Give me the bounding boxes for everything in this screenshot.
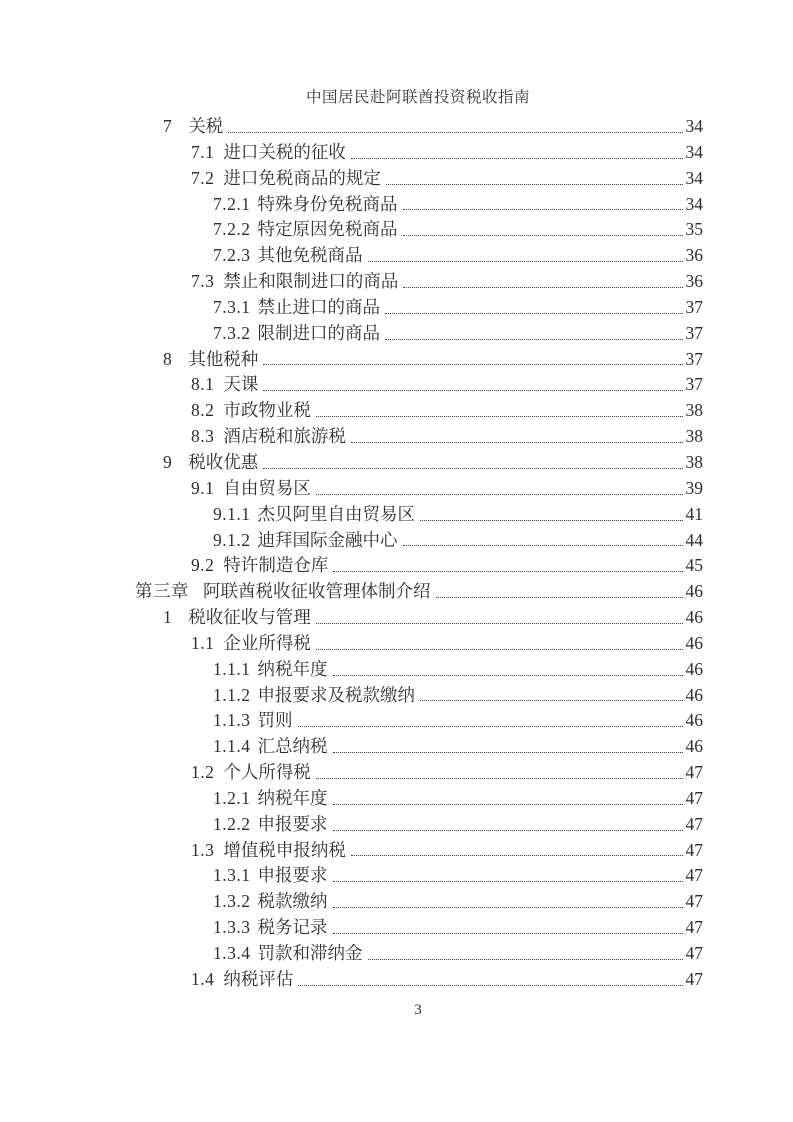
toc-entry-page: 47 bbox=[685, 917, 703, 938]
page-number-footer: 3 bbox=[414, 1002, 422, 1018]
toc-entry-number: 7.3.1 bbox=[213, 296, 251, 317]
toc-entry-number: 1.1.2 bbox=[213, 684, 251, 705]
toc-leader-dots bbox=[420, 700, 683, 701]
toc-entry[interactable] bbox=[133, 372, 703, 398]
toc-entry[interactable] bbox=[133, 967, 703, 993]
toc-entry-page: 37 bbox=[685, 296, 703, 317]
toc-entry[interactable] bbox=[133, 941, 703, 967]
toc-entry-page: 46 bbox=[685, 607, 703, 628]
toc-leader-dots bbox=[403, 287, 682, 288]
toc-entry-title: 酒店税和旅游税 bbox=[223, 426, 346, 447]
toc-leader-dots bbox=[368, 261, 683, 262]
toc-entry[interactable] bbox=[133, 657, 703, 683]
toc-entry-title: 迪拜国际金融中心 bbox=[257, 529, 398, 550]
toc-entry-title: 罚则 bbox=[257, 710, 293, 731]
toc-entry-number: 1.1.4 bbox=[213, 736, 251, 757]
toc-entry-title: 特定原因免税商品 bbox=[257, 219, 398, 240]
toc-entry[interactable] bbox=[133, 760, 703, 786]
toc-leader-dots bbox=[351, 442, 683, 443]
toc-entry-number: 7 bbox=[163, 116, 173, 136]
toc-entry-title: 税收优惠 bbox=[188, 451, 259, 472]
toc-entry[interactable] bbox=[133, 683, 703, 709]
toc-leader-dots bbox=[316, 623, 683, 624]
toc-entry-title: 税务记录 bbox=[257, 917, 328, 938]
toc-entry-number: 1.1 bbox=[191, 632, 215, 653]
toc-leader-dots bbox=[351, 158, 683, 159]
toc-entry[interactable] bbox=[133, 140, 703, 166]
toc-entry[interactable] bbox=[133, 217, 703, 243]
toc-entry-title: 罚款和滞纳金 bbox=[257, 943, 363, 963]
toc-entry-page: 45 bbox=[685, 555, 703, 576]
toc-entry-number: 1.4 bbox=[191, 968, 215, 989]
toc-entry-number: 1.3.4 bbox=[213, 943, 251, 963]
toc-entry-number: 1 bbox=[163, 607, 173, 628]
toc-entry-page: 46 bbox=[685, 658, 703, 679]
toc-entry-number: 8.1 bbox=[191, 374, 215, 395]
toc-entry[interactable] bbox=[133, 708, 703, 734]
document-header-title: 中国居民赴阿联酋投资税收指南 bbox=[305, 89, 530, 106]
toc-entry-number: 7.2.3 bbox=[213, 245, 251, 266]
table-of-contents bbox=[133, 114, 703, 993]
toc-entry-page: 46 bbox=[685, 684, 703, 705]
toc-entry-page: 37 bbox=[685, 348, 703, 369]
toc-entry-page: 47 bbox=[685, 762, 703, 783]
toc-entry-page: 46 bbox=[685, 581, 703, 602]
toc-entry-title: 禁止进口的商品 bbox=[257, 296, 380, 317]
toc-entry[interactable] bbox=[133, 734, 703, 760]
toc-entry[interactable] bbox=[133, 812, 703, 838]
toc-entry-page: 37 bbox=[685, 374, 703, 395]
toc-entry-page: 34 bbox=[685, 193, 703, 214]
toc-entry-title: 申报要求 bbox=[257, 813, 328, 834]
toc-entry[interactable] bbox=[133, 915, 703, 941]
toc-entry-title: 其他免税商品 bbox=[257, 245, 363, 266]
toc-entry-page: 38 bbox=[685, 400, 703, 421]
toc-leader-dots bbox=[333, 933, 683, 934]
toc-entry-page: 37 bbox=[685, 322, 703, 343]
toc-entry-page: 46 bbox=[685, 632, 703, 653]
toc-entry-number: 1.2.2 bbox=[213, 813, 251, 834]
toc-leader-dots bbox=[368, 959, 683, 960]
toc-entry-number: 8 bbox=[163, 348, 173, 369]
toc-entry-page: 46 bbox=[685, 736, 703, 757]
toc-entry-number: 9.1.2 bbox=[213, 529, 251, 550]
toc-entry-title: 税收征收与管理 bbox=[188, 607, 311, 628]
toc-entry-number: 1.3.3 bbox=[213, 917, 251, 938]
toc-leader-dots bbox=[316, 416, 683, 417]
toc-entry-title: 申报要求及税款缴纳 bbox=[257, 684, 415, 705]
toc-entry-number: 7.1 bbox=[191, 141, 215, 162]
toc-entry-page: 38 bbox=[685, 426, 703, 447]
toc-entry-page: 36 bbox=[685, 245, 703, 266]
toc-leader-dots bbox=[403, 209, 683, 210]
toc-entry-number: 7.3 bbox=[191, 271, 215, 292]
toc-entry-page: 38 bbox=[685, 451, 703, 472]
toc-entry[interactable] bbox=[133, 269, 703, 295]
toc-entry-page: 35 bbox=[685, 219, 703, 240]
toc-entry-title: 申报要求 bbox=[257, 865, 328, 886]
toc-entry-title: 市政物业税 bbox=[223, 400, 311, 421]
toc-entry[interactable] bbox=[133, 553, 703, 579]
toc-leader-dots bbox=[385, 313, 683, 314]
toc-entry-title: 纳税评估 bbox=[223, 968, 294, 989]
toc-entry-number: 1.3.1 bbox=[213, 865, 251, 886]
toc-entry-title: 关税 bbox=[188, 116, 224, 136]
toc-leader-dots bbox=[333, 752, 683, 753]
toc-entry-page: 36 bbox=[685, 271, 703, 292]
toc-leader-dots bbox=[316, 494, 683, 495]
toc-entry[interactable] bbox=[133, 398, 703, 424]
toc-entry-number: 9.1 bbox=[191, 477, 215, 498]
toc-entry[interactable] bbox=[133, 295, 703, 321]
toc-leader-dots bbox=[298, 726, 683, 727]
toc-entry-number: 7.2.1 bbox=[213, 193, 251, 214]
toc-leader-dots bbox=[403, 545, 683, 546]
toc-entry[interactable] bbox=[133, 838, 703, 864]
toc-entry-title: 纳税年度 bbox=[257, 787, 328, 808]
toc-entry-page: 47 bbox=[685, 839, 703, 860]
toc-entry[interactable] bbox=[133, 243, 703, 269]
toc-entry[interactable] bbox=[133, 631, 703, 657]
toc-entry-number: 1.3 bbox=[191, 839, 215, 860]
toc-entry-page: 47 bbox=[685, 813, 703, 834]
toc-entry[interactable] bbox=[133, 424, 703, 450]
toc-leader-dots bbox=[333, 881, 683, 882]
toc-entry[interactable] bbox=[133, 786, 703, 812]
toc-entry[interactable] bbox=[133, 321, 703, 347]
toc-entry-title: 阿联酋税收征收管理体制介绍 bbox=[203, 581, 431, 602]
toc-entry-page: 46 bbox=[685, 710, 703, 731]
toc-entry-page: 47 bbox=[685, 968, 703, 989]
toc-entry[interactable] bbox=[133, 476, 703, 502]
toc-entry-number: 第三章 bbox=[135, 581, 189, 602]
toc-leader-dots bbox=[316, 649, 683, 650]
toc-leader-dots bbox=[263, 468, 682, 469]
toc-entry-number: 7.2 bbox=[191, 167, 215, 188]
toc-entry-page: 34 bbox=[685, 116, 703, 136]
toc-leader-dots bbox=[333, 571, 682, 572]
toc-entry-number: 1.1.1 bbox=[213, 658, 251, 679]
toc-leader-dots bbox=[333, 804, 683, 805]
toc-entry-number: 7.2.2 bbox=[213, 219, 251, 240]
toc-entry-title: 禁止和限制进口的商品 bbox=[223, 271, 399, 292]
toc-entry-number: 9.2 bbox=[191, 555, 215, 576]
toc-entry-title: 企业所得税 bbox=[223, 632, 311, 653]
toc-entry-number: 8.3 bbox=[191, 426, 215, 447]
toc-entry-page: 44 bbox=[685, 529, 703, 550]
toc-entry-page: 34 bbox=[685, 141, 703, 162]
toc-entry-page: 47 bbox=[685, 891, 703, 912]
toc-entry-title: 天课 bbox=[223, 374, 259, 395]
toc-leader-dots bbox=[298, 985, 682, 986]
toc-entry-title: 特殊身份免税商品 bbox=[257, 193, 398, 214]
toc-leader-dots bbox=[351, 855, 683, 856]
toc-entry-title: 纳税年度 bbox=[257, 658, 328, 679]
toc-leader-dots bbox=[333, 907, 683, 908]
toc-entry-title: 税款缴纳 bbox=[257, 891, 328, 912]
toc-entry-title: 增值税申报纳税 bbox=[223, 839, 346, 860]
toc-entry-title: 汇总纳税 bbox=[257, 736, 328, 757]
toc-leader-dots bbox=[228, 132, 682, 133]
toc-entry[interactable] bbox=[133, 889, 703, 915]
toc-leader-dots bbox=[263, 364, 682, 365]
toc-entry-number: 1.2 bbox=[191, 762, 215, 783]
toc-entry-title: 其他税种 bbox=[188, 348, 259, 369]
toc-leader-dots bbox=[420, 520, 683, 521]
toc-leader-dots bbox=[263, 390, 682, 391]
toc-entry[interactable] bbox=[133, 605, 703, 631]
toc-leader-dots bbox=[316, 778, 683, 779]
toc-entry[interactable] bbox=[133, 450, 703, 476]
toc-entry-number: 9.1.1 bbox=[213, 503, 251, 524]
toc-entry-title: 进口免税商品的规定 bbox=[223, 167, 381, 188]
toc-entry-title: 杰贝阿里自由贸易区 bbox=[257, 503, 415, 524]
toc-entry[interactable] bbox=[133, 166, 703, 192]
toc-entry[interactable] bbox=[133, 579, 703, 605]
toc-entry-page: 39 bbox=[685, 477, 703, 498]
toc-leader-dots bbox=[333, 675, 683, 676]
toc-leader-dots bbox=[386, 184, 683, 185]
toc-entry[interactable] bbox=[133, 528, 703, 554]
toc-entry-page: 47 bbox=[685, 943, 703, 963]
toc-entry[interactable] bbox=[133, 192, 703, 218]
toc-entry-number: 7.3.2 bbox=[213, 322, 251, 343]
toc-entry-title: 特许制造仓库 bbox=[223, 555, 329, 576]
toc-entry-number: 8.2 bbox=[191, 400, 215, 421]
toc-leader-dots bbox=[333, 830, 683, 831]
toc-entry-title: 限制进口的商品 bbox=[257, 322, 380, 343]
toc-leader-dots bbox=[385, 339, 683, 340]
toc-entry[interactable] bbox=[133, 347, 703, 373]
toc-entry-page: 47 bbox=[685, 787, 703, 808]
toc-leader-dots bbox=[436, 597, 683, 598]
toc-entry[interactable] bbox=[133, 502, 703, 528]
toc-entry-page: 41 bbox=[685, 503, 703, 524]
toc-leader-dots bbox=[403, 235, 683, 236]
toc-entry-number: 1.3.2 bbox=[213, 891, 251, 912]
toc-entry-page: 34 bbox=[685, 167, 703, 188]
toc-entry[interactable] bbox=[133, 114, 703, 140]
toc-entry-number: 1.2.1 bbox=[213, 787, 251, 808]
toc-entry-title: 个人所得税 bbox=[223, 762, 311, 783]
toc-entry-title: 自由贸易区 bbox=[223, 477, 311, 498]
toc-entry-page: 47 bbox=[685, 865, 703, 886]
toc-entry-number: 9 bbox=[163, 451, 173, 472]
toc-entry[interactable] bbox=[133, 863, 703, 889]
toc-entry-number: 1.1.3 bbox=[213, 710, 251, 731]
toc-entry-title: 进口关税的征收 bbox=[223, 141, 346, 162]
